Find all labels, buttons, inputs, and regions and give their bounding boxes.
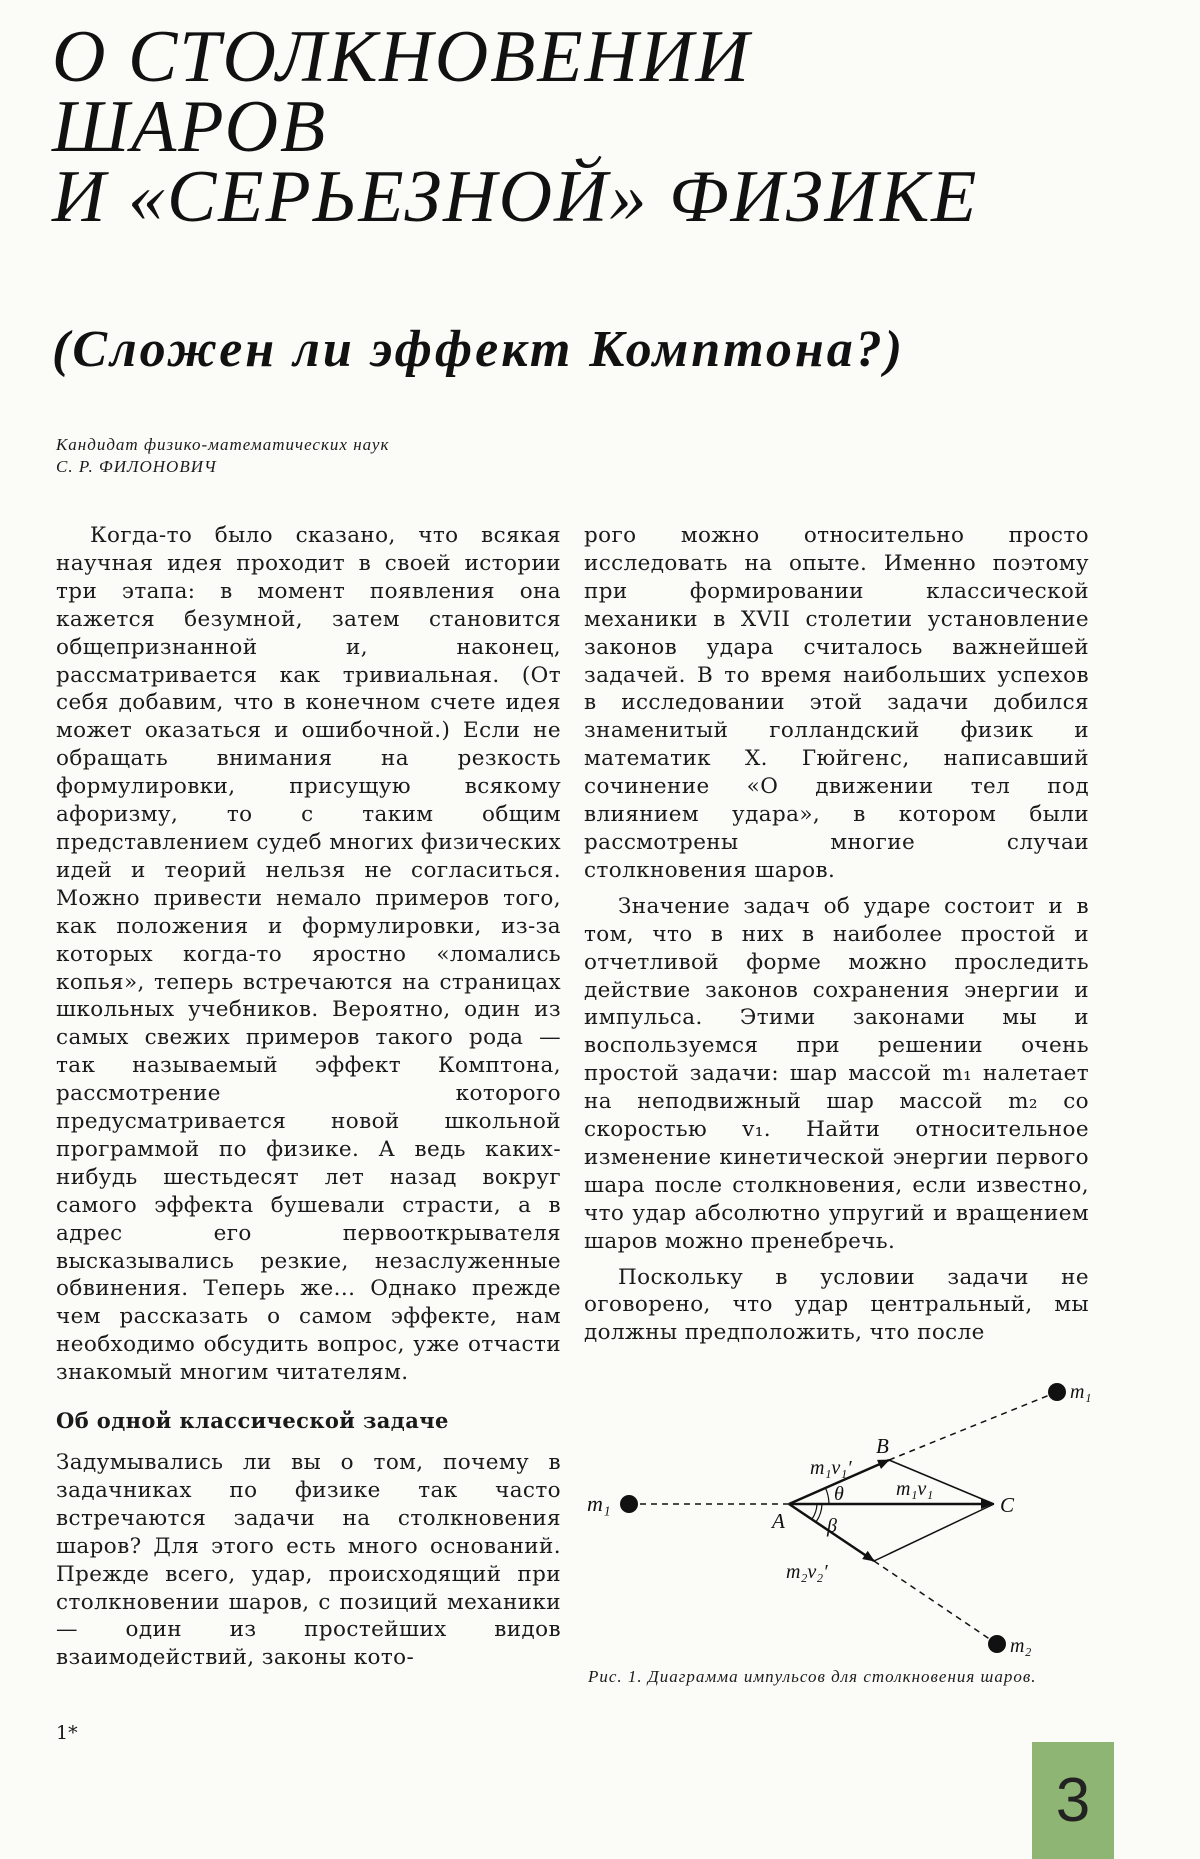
signature-mark: 1* [56,1722,78,1744]
label-theta: θ [834,1483,844,1505]
angle-theta-arc [825,1487,829,1504]
label-point-c: C [1000,1493,1015,1517]
title-line-1: О СТОЛКНОВЕНИИ [52,16,751,98]
momentum-diagram-svg [584,1378,1109,1668]
label-m2-bottom: m₂ [1010,1635,1032,1657]
label-p1: m₁v₁ [896,1478,934,1500]
paragraph: Поскольку в условии задачи не оговорено, что удар центральный, мы должны предположить, что после [584,1264,1089,1346]
scattered-path-m1 [889,1392,1057,1460]
momentum-diagram [584,1378,1109,1668]
label-point-b: B [876,1434,889,1458]
ball-m2-scattered [988,1635,1006,1653]
label-point-a: A [772,1509,785,1533]
title-line-3: И «СЕРЬЕЗНОЙ» ФИЗИКЕ [52,156,979,238]
figure-caption: Рис. 1. Диаграмма импульсов для столкновения шаров. [588,1667,1037,1686]
paragraph: рого можно относительно просто исследовать на опыте. Именно поэтому при формировании классической механики в XVII столетии установление законов удара считалось важнейшей задачей. В то время наибольших успехов в исследовании этой задачи добился знаменитый голландский физик и математик Х. Гюйгенс, написавший сочинение «О движении тел под влиянием удара», в котором были рассмотрены многие случаи столкновения шаров. [584,523,1089,883]
label-beta: β [827,1515,837,1537]
label-p1-prime: m₁v₁′ [810,1457,852,1479]
paragraph: Когда-то было сказано, что всякая научная идея проходит в своей истории три этапа: в момент появления она кажется безумной, затем становится общепризнанной и, наконец, рассматривается как тривиальная. (От себя добавим, что в конечном счете идея может оказаться и ошибочной.) Если не обращать внимания на резкость формулировки, присущую всякому афоризму, то с таким общим представлением судеб многих физических идей и теорий нельзя не согласиться. Можно привести немало примеров того, как положения и формулировки, из-за которых когда-то яростно «ломались копья», теперь встречаются на страницах школьных учебников. Вероятно, один из самых свежих примеров такого рода — так называемый эффект Комптона, рассмотрение которого предусматривается новой школьной программой по физике. А ведь каких-нибудь шестьдесят лет назад вокруг самого эффекта бушевали страсти, а в адрес его первооткрывателя высказывались резкие, незаслуженные обвинения. Теперь же... Однако прежде чем рассказать о самом эффекте, нам необходимо обсудить вопрос, уже отчасти знакомый многим читателям. [56,523,561,1386]
angle-beta-arc-inner [812,1504,817,1519]
right-column [584,522,1089,1355]
label-m1-top: m₁ [1070,1381,1092,1403]
scattered-path-m2 [874,1561,997,1644]
author-name: С. Р. ФИЛОНОВИЧ [56,457,217,476]
left-column [56,522,561,1680]
parallelogram-side-dc [874,1504,994,1561]
author-block [56,434,389,478]
paragraph: Задумывались ли вы о том, почему в задачниках по физике так часто встречаются задачи на столкновения шаров? Для этого есть много оснований. Прежде всего, удар, происходящий при столкновении шаров, с позиций механики — один из простейших видов взаимодействий, законы кото- [56,1450,561,1671]
paragraph: Значение задач об ударе состоит и в том, что в них в наиболее простой и отчетливой форме можно проследить действие законов сохранения энергии и импульса. Этими законами мы и воспользуемся при решении очень простой задачи: шар массой m₁ налетает на неподвижный шар массой m₂ со скоростью v₁. Найти относительное изменение кинетической энергии первого шара после столкновения, если известно, что удар абсолютно упругий и вращением шаров можно пренебречь. [584,893,1089,1254]
article-title [52,16,979,238]
page-number-badge: 3 [1032,1742,1114,1859]
label-p2-prime: m₂v₂′ [786,1561,828,1583]
ball-m1-scattered [1048,1383,1066,1401]
article-subtitle: (Сложен ли эффект Комптона?) [52,321,906,378]
section-heading: Об одной классической задаче [56,1408,449,1434]
label-m1-left: m₁ [587,1491,611,1516]
author-degree: Кандидат физико-математических наук [56,435,390,454]
ball-m1-initial [620,1495,638,1513]
title-line-2: ШАРОВ [52,86,328,168]
